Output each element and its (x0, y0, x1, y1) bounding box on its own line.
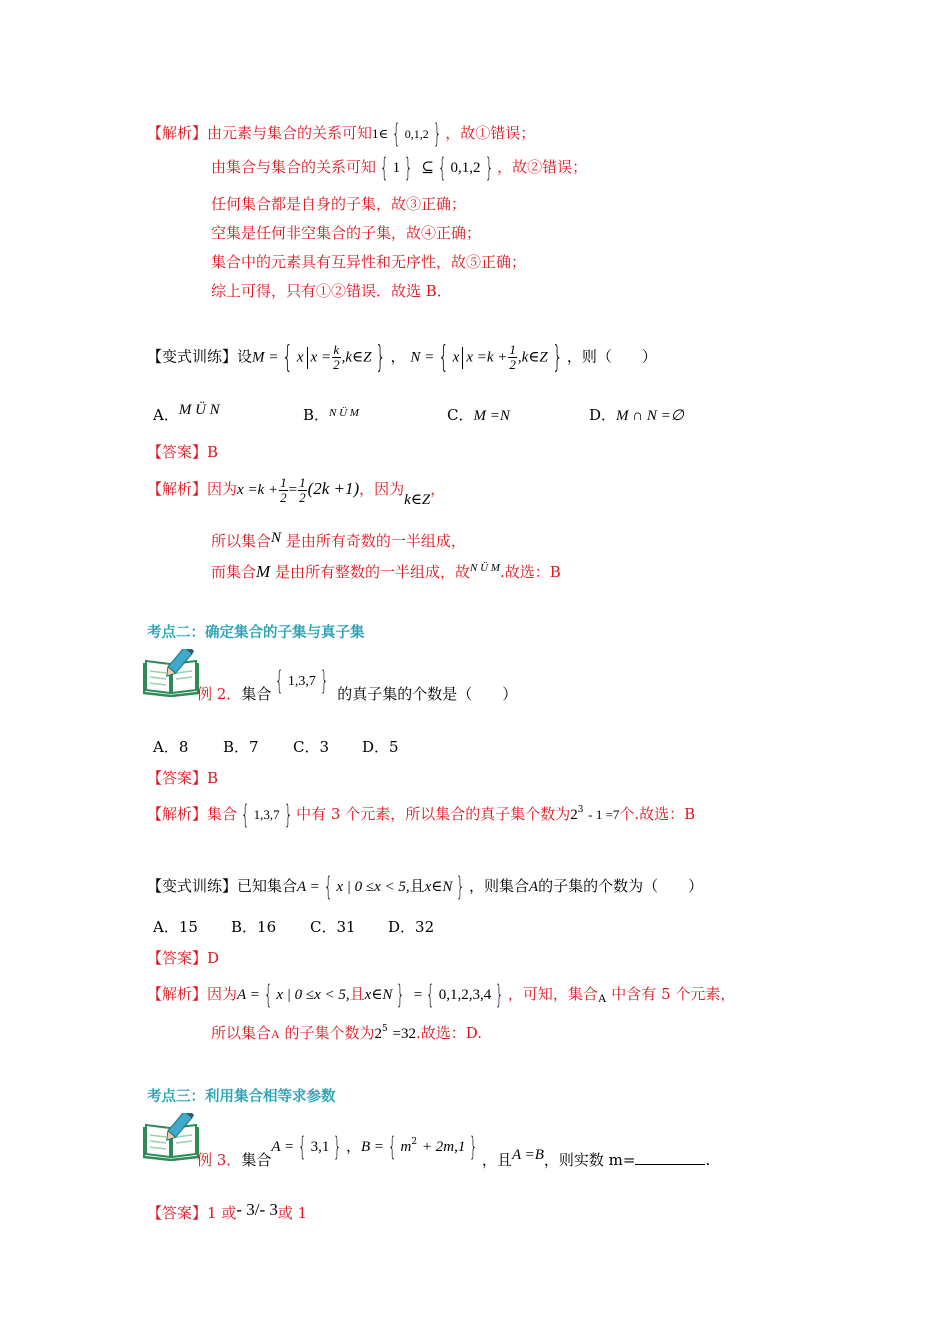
jiexi-3-line-1: 【解析】因为A = { x | 0 ≤x < 5,且x∈N } = { 0,1,2,3,4 } ，可知，集合$_A$ 中含有 5 个元素， (147, 980, 736, 1010)
jiexi-3-line-2: 所以集合A 的子集个数为$2^5 =32$.故选：D. (211, 1024, 482, 1042)
jiexi-line-6: 综上可得，只有①②错误．故选 B． (211, 282, 452, 300)
option-b[interactable]: B．$^{N Ü M}$ (303, 406, 359, 424)
variant-question-1: 【变式训练】设M = { x x = $\frac{k}{2}$ ,k∈Z } ， N = { x x =k + $\frac{1}{2}$ ,k∈Z } ，则（ ） (147, 340, 657, 375)
section-title-kd2: 考点二：确定集合的子集与真子集 (147, 625, 365, 641)
jiexi-line-2: 由集合与集合的关系可知 { 1 } ⊆ { 0,1,2 } ，故②错误； (211, 153, 588, 183)
answer-2: 【答案】B (147, 769, 219, 787)
jiexi-2: 【解析】集合 { 1,3,7 } 中有 3 个元素，所以集合的真子集个数为$2^3 - 1 =7$个.故选：B (147, 800, 696, 830)
answer-1: 【答案】B (147, 443, 219, 461)
jiexi-line-4: 空集是任何非空集合的子集，故④正确； (211, 224, 482, 242)
option-c[interactable]: C．31 (310, 918, 356, 936)
option-a[interactable]: A．15 (153, 918, 198, 936)
example-2: 例 2．集合 { 1,3,7 } 的真子集的个数是（ ） (197, 666, 518, 703)
option-d[interactable]: D．M ∩ N =∅ (589, 406, 684, 424)
option-c[interactable]: C．M =N (447, 406, 510, 424)
option-d[interactable]: D．32 (388, 918, 435, 936)
variant-jiexi-line-3: 而集合M 是由所有整数的一半组成，故$^{N Ü M}$.故选：B (211, 562, 561, 581)
answer-4: 【答案】1 或- 3/- 3或 1 (147, 1200, 308, 1222)
jiexi-line-5: 集合中的元素具有互异性和无序性，故⑤正确； (211, 253, 527, 271)
section-title-kd3: 考点三：利用集合相等求参数 (147, 1089, 336, 1105)
option-b[interactable]: B．7 (223, 738, 259, 756)
option-c[interactable]: C．3 (293, 738, 330, 756)
option-a[interactable]: A．8 (153, 738, 189, 756)
jiexi-line-1: 【解析】由元素与集合的关系可知1∈ { 0,1,2 } ，故①错误； (147, 119, 536, 149)
answer-3: 【答案】D (147, 949, 220, 967)
example-3: 例 3．集合A = { 3,1 } ，B = { $m^2 + 2m,1$ } ，且A =B，则实数 m= . (197, 1132, 711, 1169)
jiexi-line-3: 任何集合都是自身的子集，故③正确； (211, 195, 467, 213)
variant-jiexi-line-2: 所以集合N 是由所有奇数的一半组成， (211, 530, 466, 550)
option-d[interactable]: D．5 (362, 738, 399, 756)
variant-jiexi-line-1: 【解析】因为x =k + $\frac{1}{2}$ = $\frac{1}{2}$ (2k +1)，因为k∈Z， (147, 475, 446, 509)
option-a[interactable]: A．M Ü N (153, 402, 220, 424)
variant-question-2: 【变式训练】已知集合A = { x | 0 ≤x < 5,且x∈N } ，则集合A的子集的个数为（ ） (147, 872, 704, 902)
book-pencil-icon (143, 649, 199, 697)
option-b[interactable]: B．16 (231, 918, 277, 936)
book-pencil-icon (143, 1113, 199, 1161)
answer-blank[interactable] (635, 1152, 705, 1165)
jiexi-tag: 【解析】 (147, 124, 208, 142)
